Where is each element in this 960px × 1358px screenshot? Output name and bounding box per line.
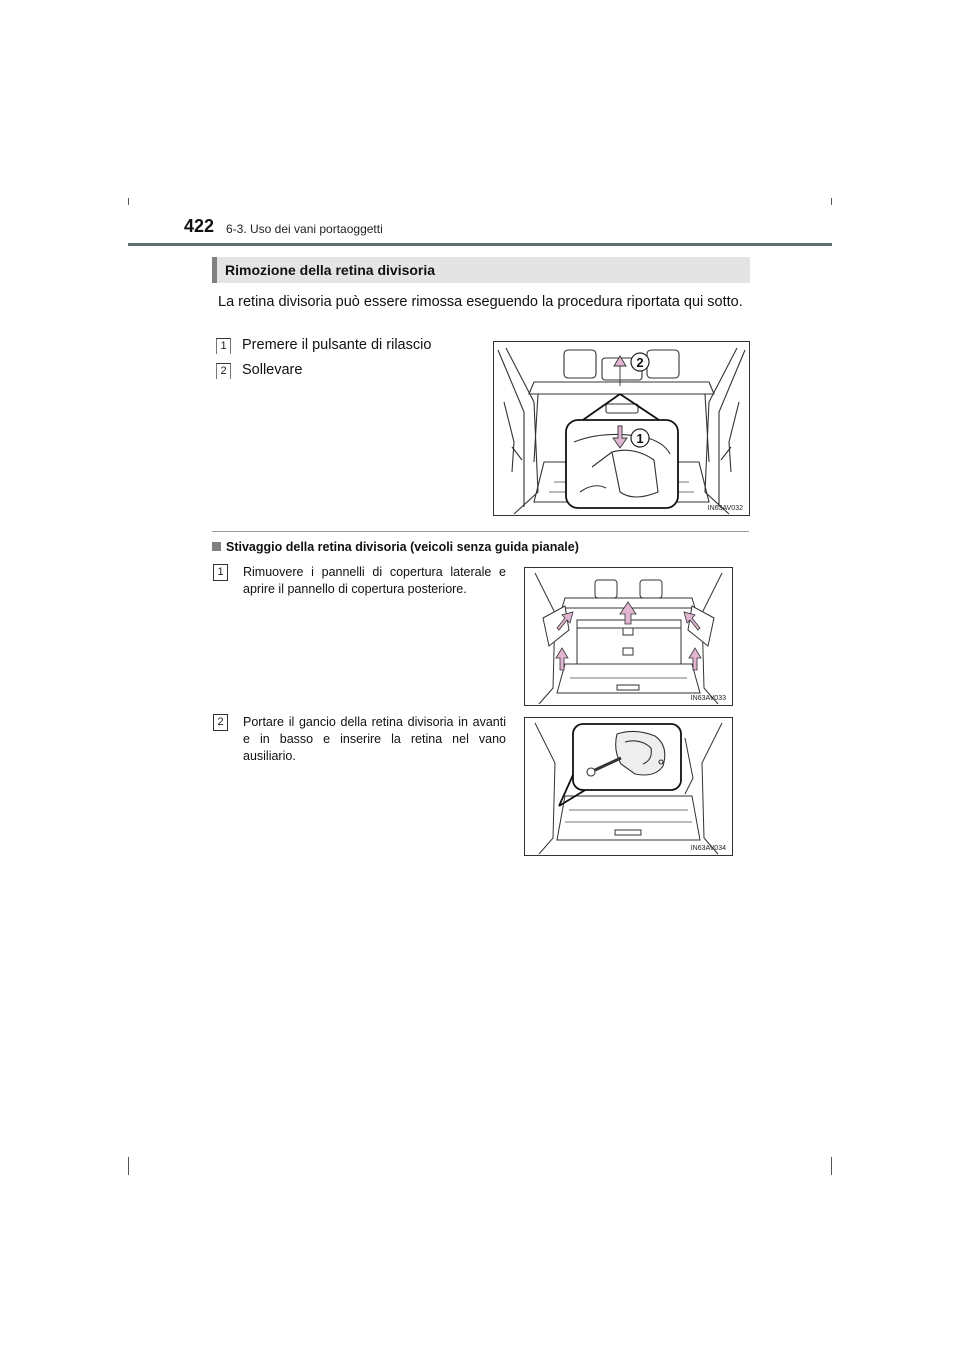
section-reference: 6-3. Uso dei vani portaoggetti — [226, 222, 383, 236]
figure-side-covers — [524, 567, 733, 706]
crop-mark — [831, 198, 832, 205]
substep-text-1: Rimuovere i pannelli di copertura laterale e aprire il pannello di copertura posteriore. — [243, 565, 506, 596]
page-number: 422 — [184, 216, 215, 236]
section-title-bar — [212, 257, 750, 283]
step-number-1: 1 — [216, 338, 231, 354]
section-intro: La retina divisoria può essere rimossa eseguendo la procedura riportata qui sotto. — [218, 294, 743, 310]
arrow-up-center — [620, 602, 636, 624]
cargo-covers-illustration — [525, 568, 732, 705]
figure-net-removal — [493, 341, 750, 516]
section-divider — [212, 531, 749, 532]
callout-2: 2 — [636, 355, 644, 370]
section-title: Rimozione della retina divisoria — [225, 262, 436, 278]
callout-1: 1 — [636, 431, 644, 446]
subsection-bullet-icon — [212, 542, 221, 551]
right-cover — [688, 606, 714, 646]
header-rule — [128, 243, 832, 246]
section-title-accent — [212, 257, 217, 283]
figure-code: IN63AV032 — [707, 505, 743, 512]
figure-net-hook — [524, 717, 733, 856]
crop-mark — [831, 1157, 832, 1175]
arrow-up-left — [556, 648, 568, 670]
figure-code: IN63AV033 — [690, 695, 726, 702]
step-number-2: 2 — [216, 363, 231, 379]
substep-text-2: Portare il gancio della retina divisoria in avanti e in basso e inserire la retina nel vano ausiliario. — [243, 715, 506, 763]
subsection-title: Stivaggio della retina divisoria (veicoli senza guida pianale) — [226, 540, 579, 554]
figure-code: IN63AV034 — [690, 845, 726, 852]
crop-mark — [128, 198, 129, 205]
substep-number-1: 1 — [213, 564, 228, 581]
step-text-2: Sollevare — [242, 362, 303, 378]
crop-mark — [128, 1157, 129, 1175]
cargo-hook-illustration — [525, 718, 732, 855]
step-text-1: Premere il pulsante di rilascio — [242, 337, 432, 353]
cargo-area-illustration — [494, 342, 749, 515]
subsection-heading — [212, 540, 579, 554]
substep-number-2: 2 — [213, 714, 228, 731]
left-cover — [543, 606, 569, 646]
arrow-up-right — [689, 648, 701, 670]
